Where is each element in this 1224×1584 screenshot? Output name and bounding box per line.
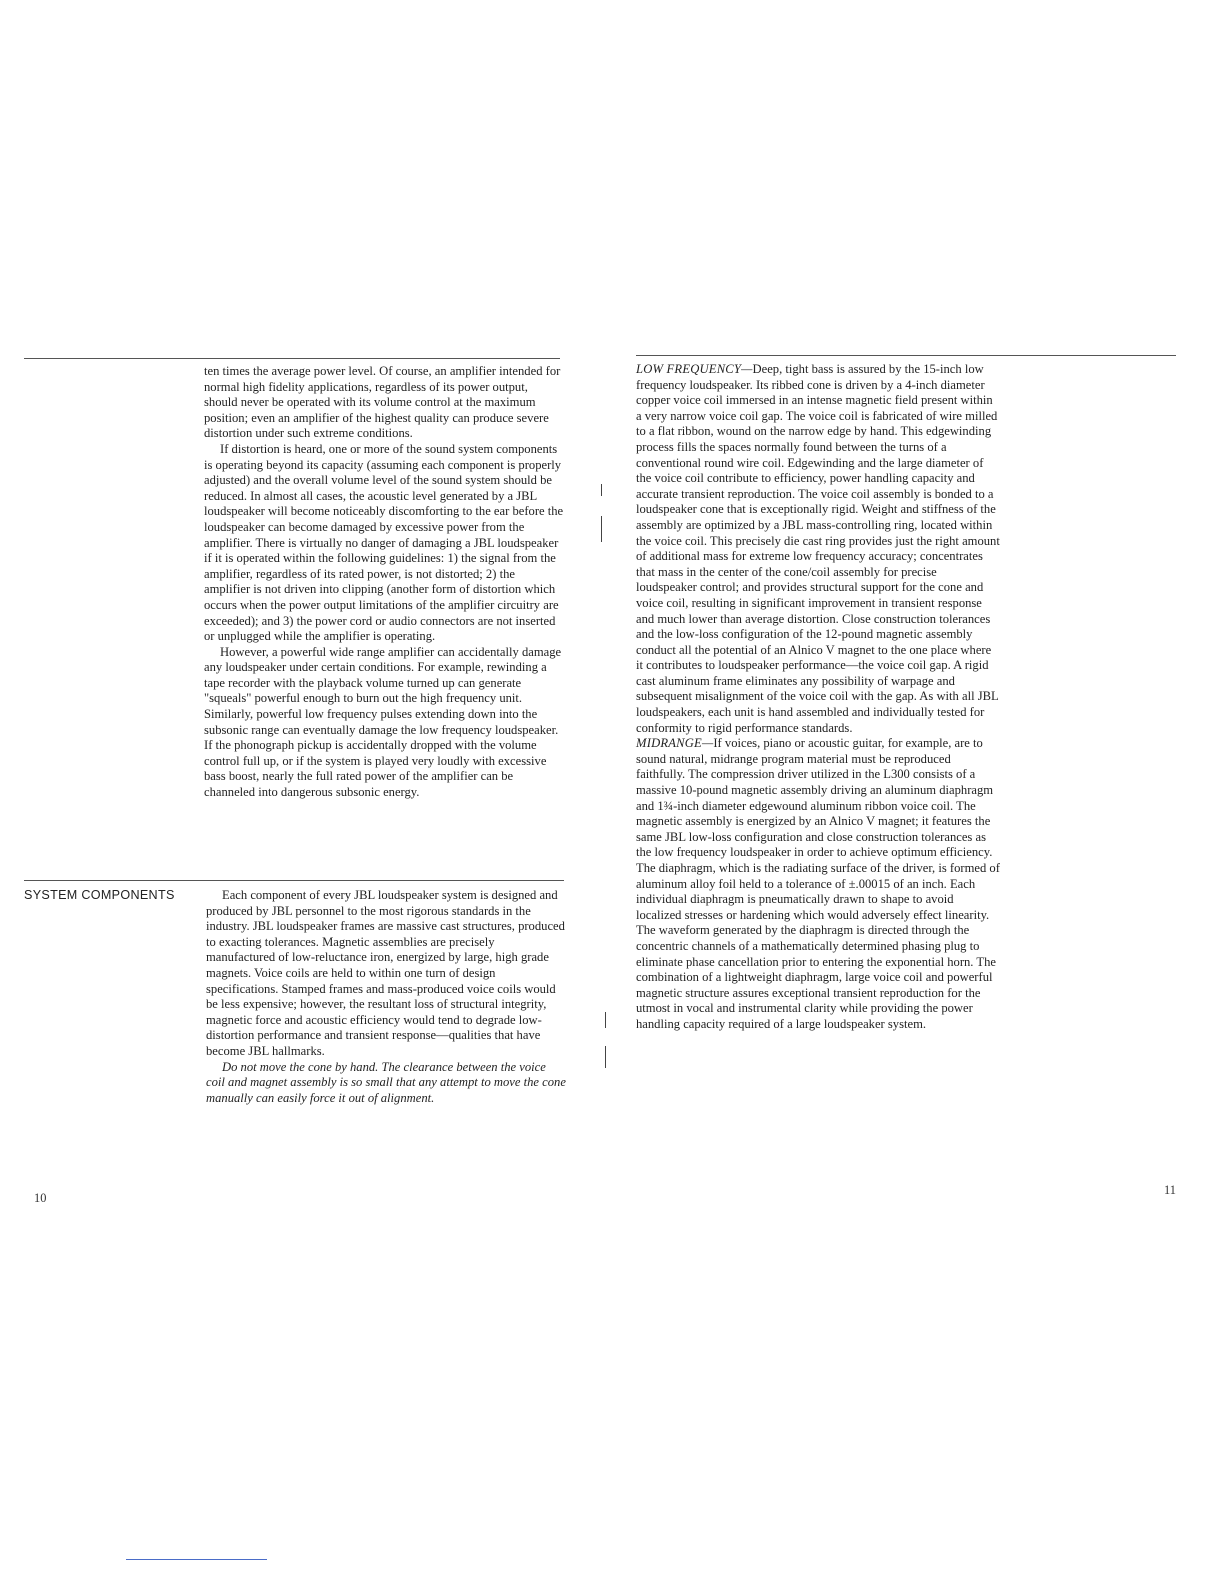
paragraph-amplifier-level: ten times the average power level. Of course, an amplifier intended for normal high fidelity applications, regardless of its power output, should never be operated with its volume control at the maximum position; even an amplifier of the highest quality can produce severe distortion under such extreme conditions. <box>204 364 561 441</box>
gutter-mark-upper-small <box>601 484 602 496</box>
page-number-left: 10 <box>34 1191 47 1205</box>
low-frequency-text: Deep, tight bass is assured by the 15-inch low frequency loudspeaker. Its ribbed cone is driven by a 4-inch diameter copper voice coil immersed in an intense magnetic field present within a very narrow voice coil gap. The voice coil is fabricated of wire milled to a flat ribbon, wound on the narrow edge by hand. This edgewinding process fills the spaces normally found between the turns of a conventional round wire coil. Edgewinding and the large diameter of the voice coil contribute to efficiency, power handling capacity and accurate transient reproduction. The voice coil assembly is bonded to a loudspeaker cone that is exceptionally rigid. Weight and stiffness of the assembly are optimized by a JBL mass-controlling ring, located within the voice coil. This precisely die cast ring provides just the right amount of additional mass for extreme low frequency accuracy; concentrates that mass in the center of the cone/coil assembly for precise loudspeaker control; and provides structural support for the cone and voice coil, resulting in significant improvement in transient response and much lower than average distortion. Close construction tolerances and the low-loss configuration of the 12-pound magnetic assembly conduct all the potential of an Alnico V magnet to the one place where it contributes to loudspeaker performance—the voice coil gap. A rigid cast aluminum frame eliminates any possibility of warpage and subsequent misalignment of the voice coil with the gap. As with all JBL loudspeakers, each unit is hand assembled and individually tested for conformity to rigid performance standards. <box>636 362 1000 735</box>
bottom-rule <box>126 1559 267 1560</box>
gutter-mark-lower-long <box>605 1046 606 1068</box>
paragraph-distortion: If distortion is heard, one or more of the sound system components is operating beyond its capacity (assuming each component is properly adjusted) and the overall volume level of the sound system should be reduced. In almost all cases, the acoustic level generated by a JBL loudspeaker will become noticeably discomforting to the ear before the loudspeaker can become damaged by excessive power from the amplifier. There is virtually no danger of damaging a JBL loudspeaker if it is operated within the following guidelines: 1) the signal from the amplifier, regardless of its rated power, is not distorted; 2) the amplifier is not driven into clipping (another form of distortion which occurs when the power output limitations of the amplifier circuitry are exceeded); and 3) the power cord or audio connectors are not inserted or unplugged while the amplifier is operating. <box>204 441 564 644</box>
gutter-mark-upper-long <box>601 516 602 542</box>
paragraph-accidental-damage: However, a powerful wide range amplifier can accidentally damage any loudspeaker under certain conditions. For example, rewinding a tape recorder with the playback volume turned up can generate "squeals" powerful enough to burn out the high frequency unit. Similarly, powerful low frequency pulses extending down into the subsonic range can eventually damage the low frequency loudspeaker. If the phonograph pickup is accidentally dropped with the volume control full up, or if the system is played very loudly with excessive bass boost, nearly the full rated power of the amplifier can be channeled into dangerous subsonic energy. <box>204 644 562 800</box>
paragraph-midrange <box>636 736 1000 1032</box>
paragraph-components: Each component of every JBL loudspeaker system is designed and produced by JBL personnel to the most rigorous standards in the industry. JBL loudspeaker frames are massive cast structures, produced to exacting tolerances. Magnetic assemblies are precisely manufactured of low-reluctance iron, energized by large, high grade magnets. Voice coils are held to within one turn of design specifications. Stamped frames and mass-produced voice coils would be less expensive; however, the resultant loss of structural integrity, magnetic force and acoustic efficiency would tend to degrade low-distortion performance and transient response—qualities that have become JBL hallmarks. <box>206 888 565 1058</box>
right-column <box>636 362 1000 1033</box>
paragraph-warning: Do not move the cone by hand. The clearance between the voice coil and magnet assembly is so small that any attempt to move the cone manually can easily force it out of alignment. <box>206 1059 566 1105</box>
left-top-rule <box>24 358 560 359</box>
page-number-right: 11 <box>1164 1183 1176 1197</box>
section-heading-system-components: SYSTEM COMPONENTS <box>24 888 175 902</box>
midrange-text: If voices, piano or acoustic guitar, for example, are to sound natural, midrange program material must be reproduced faithfully. The compression driver utilized in the L300 consists of a massive 10-pound magnetic assembly driving an aluminum diaphragm and 1¾-inch diameter edgewound aluminum ribbon voice coil. The magnetic assembly is energized by an Alnico V magnet; it features the same JBL low-loss configuration and close construction tolerances as the low frequency loudspeaker in order to achieve optimum efficiency. The diaphragm, which is the radiating surface of the driver, is formed of aluminum alloy foil held to a tolerance of ±.00015 of an inch. Each individual diaphragm is pneumatically drawn to shape to avoid localized stresses or hardening which would adversely effect linearity. The waveform generated by the diaphragm is directed through the concentric channels of a mathematically determined phasing plug to eliminate phase cancellation prior to entering the exponential horn. The combination of a lightweight diaphragm, large voice coil and powerful magnetic structure assures exceptional transient reproduction for the utmost in vocal and instrumental clarity while providing the power handling capacity required of a large loudspeaker system. <box>636 736 1000 1031</box>
run-in-midrange: MIDRANGE— <box>636 736 714 751</box>
right-top-rule <box>636 355 1176 356</box>
run-in-low-frequency: LOW FREQUENCY— <box>636 362 753 376</box>
gutter-mark-lower-small <box>605 1012 606 1028</box>
section-divider-rule <box>24 880 564 881</box>
paragraph-low-frequency <box>636 362 1000 736</box>
left-column-top <box>204 364 564 801</box>
left-column-bottom <box>206 888 566 1106</box>
